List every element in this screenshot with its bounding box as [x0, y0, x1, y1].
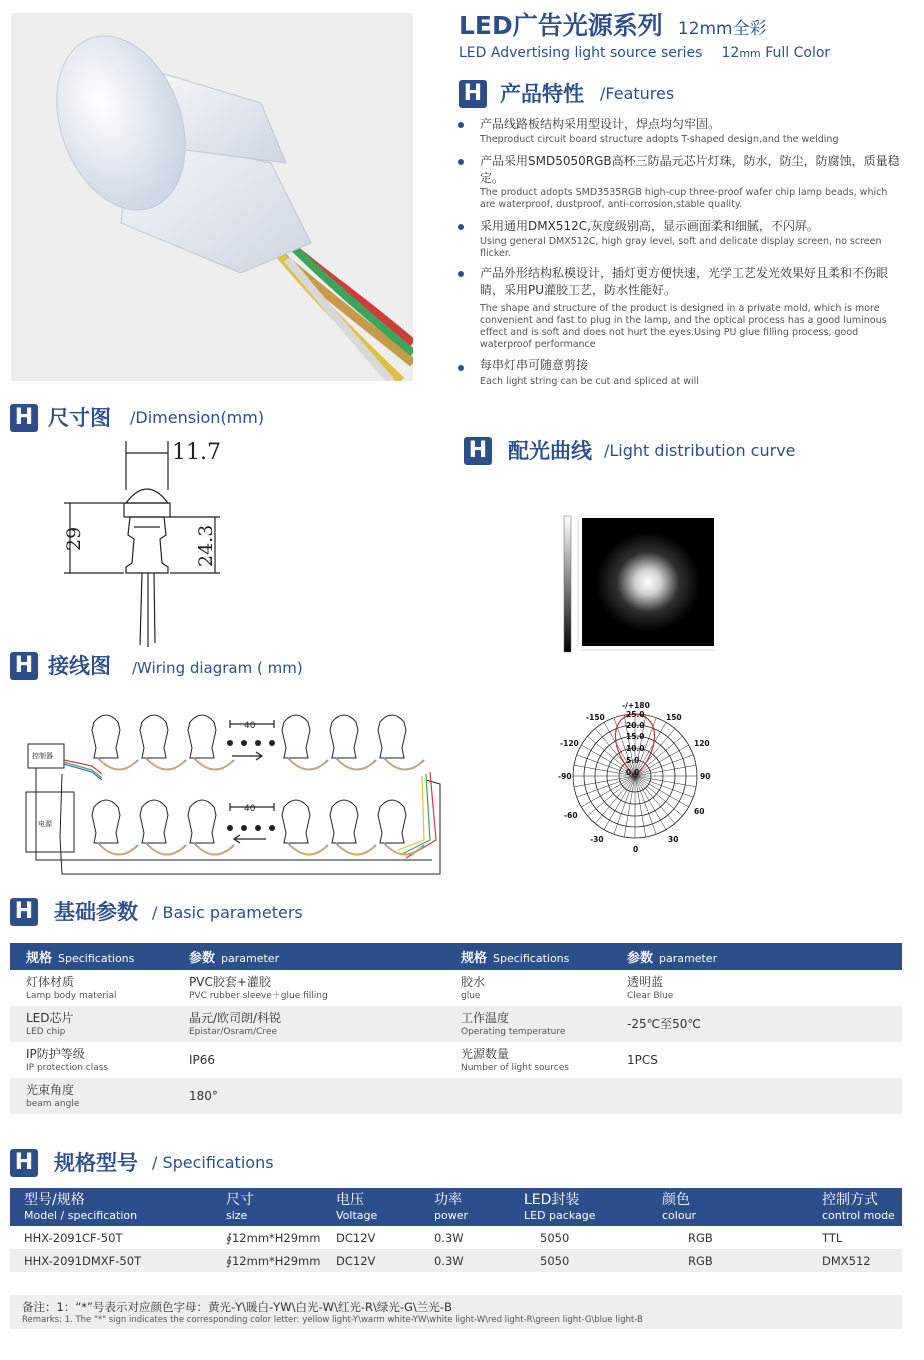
wiring-lamp-icon: [330, 800, 358, 843]
polar-angle-90: 90: [700, 772, 711, 781]
feature-3-en: Using general DMX512C, high gray level, soft and delicate display screen, no screen flicker.: [480, 236, 882, 259]
polar-angle-0: 0: [633, 845, 639, 854]
wiring-cable: [290, 845, 326, 855]
dimension-title-en: /Dimension(mm): [130, 408, 265, 427]
table-row: 光束角度 beam angle 180°: [10, 1078, 902, 1114]
wiring-h-icon: [10, 652, 38, 680]
table-row: HHX-2091CF-50T ∮12mm*H29mm DC12V 0.3W 5050 RGB TTL: [24, 1230, 843, 1245]
specs-title-en: / Specifications: [152, 1153, 274, 1172]
wiring-spacing-bottom: 40: [244, 804, 256, 814]
polar-angle-180: -/+180: [622, 701, 650, 710]
wiring-lamp-icon: [282, 800, 310, 843]
features-title: 产品特性: [500, 82, 584, 106]
polar-light-curve: [556, 700, 716, 860]
polar-ring-10: 10.0: [626, 744, 645, 753]
polar-angle-m120: -120: [560, 739, 579, 748]
dim-width-label: 11.7: [172, 440, 221, 465]
wiring-cable: [196, 845, 232, 855]
polar-angle-30: 30: [668, 835, 679, 844]
basic-params-table: [10, 943, 902, 1114]
wiring-lamp-icon: [378, 800, 406, 843]
wiring-diagram: [22, 700, 442, 882]
page-title: [459, 10, 767, 45]
bullet-icon: [458, 365, 464, 371]
polar-angle-60: 60: [694, 807, 705, 816]
specs-h-icon: [10, 1149, 38, 1177]
page-subtitle: [459, 42, 830, 64]
remarks-en: Remarks: 1. The "*" sign indicates the corresponding color letter: yellow light-Y\warm white-YW\white light-W\red light-R\green light-G\blue light-B: [22, 1315, 643, 1325]
polar-angle-m90: -90: [558, 772, 572, 781]
header-control: 控制方式 control mode: [808, 1188, 902, 1226]
feature-1-en: Theproduct circuit board structure adopts T-shaped design,and the welding: [480, 134, 839, 145]
feature-3-cn: 采用通用DMX512C,灰度级别高，显示画面柔和细腻，不闪屏。: [480, 219, 819, 233]
feature-5-cn: 每串灯串可随意剪接: [480, 358, 589, 372]
polar-angle-150: 150: [666, 713, 682, 722]
title-cn-sub: 12mm全彩: [677, 19, 767, 39]
wiring-lamp-icon: [282, 715, 310, 758]
wiring-cable: [386, 760, 422, 770]
title-cn: LED广告光源系列: [459, 11, 663, 40]
remarks-cn: 备注：1：“*”号表示对应颜色字母：黄光-Y\暖白-YW\白光-W\红光-R\绿光-G\兰光-B: [22, 1300, 452, 1314]
bullet-icon: [458, 159, 464, 165]
wiring-title-en: /Wiring diagram ( mm): [132, 659, 303, 677]
feature-4-en: The shape and structure of the product is designed in a private mold, which is more convenient and fast to plug in the lamp, and the optical process has a good luminous effect and is soft and does not hurt the eyes.Using PU glue filling process, good waterproof performance: [480, 303, 887, 350]
basic-params-header: [10, 943, 902, 970]
wiring-lamp-icon: [92, 715, 120, 758]
wiring-spacing-top: 40: [244, 721, 256, 731]
feature-4-cn: 产品外形结构私模设计，插灯更方便快速，光学工艺发光效果好且柔和不伤眼睛，采用PU灌胶工艺，防水性能好。: [480, 266, 889, 297]
wiring-lamp-icon: [140, 800, 168, 843]
title-en-sub-rest: Full Color: [760, 45, 831, 61]
feature-2-cn: 产品采用SMD5050RGB高杯三防晶元芯片灯珠，防水，防尘，防腐蚀，质量稳定。: [480, 154, 900, 185]
wiring-cable: [100, 845, 136, 855]
product-photo: [11, 13, 413, 381]
light-curve-title: 配光曲线: [508, 439, 592, 463]
polar-angle-m30: -30: [590, 835, 604, 844]
features-h-icon: [459, 80, 487, 108]
title-en-sub-unit: mm: [739, 47, 761, 60]
bullet-icon: [458, 122, 464, 128]
features-title-en: /Features: [600, 84, 675, 103]
polar-ring-25: 25.0: [626, 710, 645, 719]
table-row: LED芯片 LED chip 晶元/欧司朗/科锐 Epistar/Osram/Cree 工作温度 Operating temperature -25℃至50℃: [10, 1006, 902, 1042]
header-spec-2: 规格 Specifications: [445, 943, 611, 970]
title-en-sub-num: 12: [721, 45, 740, 61]
wiring-cable: [148, 760, 184, 770]
specs-table: [10, 1188, 902, 1272]
dim-body-label: 24.3: [195, 524, 217, 567]
wiring-lamp-icon: [378, 715, 406, 758]
wiring-power-label: 电源: [38, 820, 52, 828]
header-spec: 规格 Specifications: [10, 943, 173, 970]
wiring-cable: [338, 845, 374, 855]
bullet-icon: [458, 271, 464, 277]
header-param-2: 参数 parameter: [611, 943, 902, 970]
polar-angle-m60: -60: [564, 811, 578, 820]
wiring-lamp-icon: [330, 715, 358, 758]
wiring-cable: [338, 760, 374, 770]
table-row: IP防护等级 IP protection class IP66 光源数量 Number of light sources 1PCS: [26, 1046, 658, 1073]
header-voltage: 电压 Voltage: [322, 1188, 420, 1226]
dimension-drawing: [60, 435, 240, 650]
polar-ring-20: 20.0: [626, 721, 645, 730]
feature-2-en: The product adopts SMD3535RGB high-cup three-proof wafer chip lamp beads, which are waterproof, dustproof, anti-corrosion,stable quality.: [480, 187, 888, 210]
dimension-h-icon: [10, 404, 38, 432]
wiring-lamp-icon: [140, 715, 168, 758]
header-model: 型号/规格 Model / specification: [10, 1188, 212, 1226]
wiring-lamp-icon: [92, 800, 120, 843]
polar-ring-15: 15.0: [626, 732, 645, 741]
wiring-cable: [196, 760, 232, 770]
remarks-box: [10, 1295, 902, 1329]
polar-ring-5: 5.0: [626, 756, 640, 765]
wiring-controller-label: 控制器: [32, 752, 53, 760]
basic-params-title: 基础参数: [54, 900, 138, 924]
basic-params-title-en: / Basic parameters: [152, 903, 303, 922]
bullet-icon: [458, 224, 464, 230]
wiring-cable: [100, 760, 136, 770]
basic-params-h-icon: [10, 898, 38, 926]
light-curve-h-icon: [464, 437, 492, 465]
dimension-title: 尺寸图: [48, 406, 111, 430]
header-size: 尺寸 size: [212, 1188, 322, 1226]
dim-height-label: 29: [63, 526, 85, 551]
specs-header: [10, 1188, 902, 1226]
feature-1-cn: 产品线路板结构采用型设计，焊点均匀牢固。: [480, 117, 721, 131]
wiring-cable: [290, 760, 326, 770]
header-package: LED封装 LED package: [510, 1188, 648, 1226]
table-row: HHX-2091DMXF-50T ∮12mm*H29mm DC12V 0.3W 5050 RGB DMX512: [10, 1249, 902, 1272]
polar-angle-m150: -150: [586, 713, 605, 722]
light-curve-title-en: /Light distribution curve: [604, 441, 796, 460]
wiring-lamp-icon: [188, 715, 216, 758]
polar-ring-0: 0.0: [626, 768, 640, 777]
wiring-title: 接线图: [48, 654, 111, 678]
light-intensity-map: [560, 514, 720, 656]
header-colour: 颜色 colour: [648, 1188, 808, 1226]
specs-title: 规格型号: [54, 1151, 138, 1175]
polar-angle-120: 120: [694, 739, 710, 748]
wiring-cable: [148, 845, 184, 855]
header-param: 参数 parameter: [173, 943, 445, 970]
feature-5-en: Each light string can be cut and spliced at will: [480, 376, 699, 387]
table-row: 灯体材质 Lamp body material PVC胶套+灌胶 PVC rubber sleeve＋glue filling 胶水 glue 透明蓝 Clear Blue: [26, 974, 674, 1001]
title-en: LED Advertising light source series: [459, 45, 703, 61]
wiring-lamp-icon: [188, 800, 216, 843]
header-power: 功率 power: [420, 1188, 510, 1226]
